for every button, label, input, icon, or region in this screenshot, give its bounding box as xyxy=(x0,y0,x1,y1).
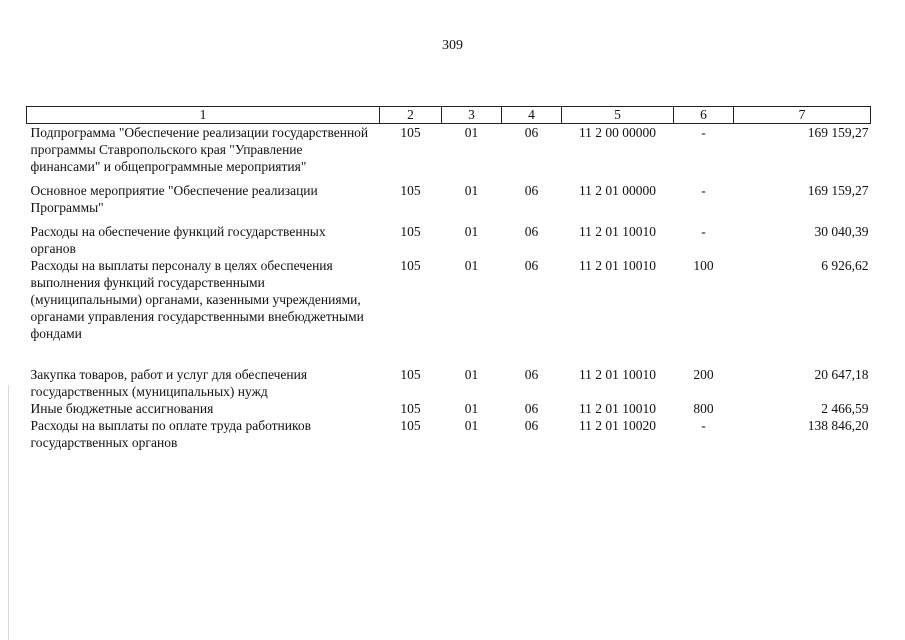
header-col-6: 6 xyxy=(674,107,734,124)
row-col-6: - xyxy=(701,418,706,433)
row-col-3: 01 xyxy=(464,418,479,433)
row-col-2: 105 xyxy=(400,183,421,198)
row-name: Основное мероприятие "Обеспечение реализации Программы" xyxy=(30,183,318,215)
budget-table xyxy=(26,106,871,451)
table-row xyxy=(27,417,871,451)
row-col-6: - xyxy=(701,183,706,198)
row-col-2: 105 xyxy=(400,401,421,416)
row-amount: 20 647,18 xyxy=(814,367,869,382)
header-row xyxy=(27,107,871,124)
row-amount: 2 466,59 xyxy=(821,401,869,416)
row-amount: 138 846,20 xyxy=(807,418,869,433)
row-name: Закупка товаров, работ и услуг для обеспечения государственных (муниципальных) нужд xyxy=(30,367,308,399)
row-name: Расходы на выплаты по оплате труда работников государственных органов xyxy=(30,418,311,450)
row-amount: 169 159,27 xyxy=(807,125,869,140)
table-row xyxy=(27,366,871,400)
header-col-4: 4 xyxy=(502,107,562,124)
row-amount: 6 926,62 xyxy=(821,258,869,273)
table-row xyxy=(27,124,871,183)
header-col-3: 3 xyxy=(442,107,502,124)
header-col-5: 5 xyxy=(562,107,674,124)
row-col-5: 11 2 01 10010 xyxy=(578,401,657,416)
row-col-6: 200 xyxy=(693,367,714,382)
row-name: Иные бюджетные ассигнования xyxy=(30,401,214,416)
row-amount: 30 040,39 xyxy=(814,224,869,239)
row-col-6: 100 xyxy=(693,258,714,273)
row-col-3: 01 xyxy=(464,367,479,382)
row-col-3: 01 xyxy=(464,224,479,239)
row-name: Расходы на обеспечение функций государственных органов xyxy=(30,224,326,256)
table-body xyxy=(27,124,871,452)
table-row xyxy=(27,257,871,366)
row-col-5: 11 2 01 10010 xyxy=(578,258,657,273)
row-col-2: 105 xyxy=(400,367,421,382)
row-col-6: - xyxy=(701,125,706,140)
header-col-7: 7 xyxy=(734,107,871,124)
row-col-4: 06 xyxy=(524,258,539,273)
row-col-4: 06 xyxy=(524,125,539,140)
row-col-5: 11 2 01 10020 xyxy=(578,418,657,433)
row-col-3: 01 xyxy=(464,401,479,416)
header-col-2: 2 xyxy=(380,107,442,124)
row-col-5: 11 2 00 00000 xyxy=(578,125,657,140)
row-col-3: 01 xyxy=(464,183,479,198)
row-col-6: 800 xyxy=(693,401,714,416)
row-name: Расходы на выплаты персоналу в целях обеспечения выполнения функций государственными (муниципальными) органами, казенными учреждениями, органами управления государственными внебюджетными фондами xyxy=(30,258,364,341)
row-col-4: 06 xyxy=(524,224,539,239)
row-col-2: 105 xyxy=(400,224,421,239)
row-col-4: 06 xyxy=(524,401,539,416)
row-col-2: 105 xyxy=(400,125,421,140)
row-col-2: 105 xyxy=(400,418,421,433)
row-col-5: 11 2 01 10010 xyxy=(578,367,657,382)
page-number: 309 xyxy=(442,38,463,53)
table-row xyxy=(27,182,871,223)
table-row xyxy=(27,400,871,417)
header-col-1: 1 xyxy=(27,107,380,124)
row-name: Подпрограмма "Обеспечение реализации государственной программы Ставропольского края "Управление финансами" и общепрограммные мероприятия" xyxy=(30,125,369,174)
table-row xyxy=(27,223,871,257)
row-col-6: - xyxy=(701,224,706,239)
row-col-4: 06 xyxy=(524,367,539,382)
row-col-5: 11 2 01 00000 xyxy=(578,183,657,198)
row-col-2: 105 xyxy=(400,258,421,273)
row-amount: 169 159,27 xyxy=(807,183,869,198)
scan-edge-line xyxy=(8,385,9,640)
table-header xyxy=(27,107,871,124)
row-col-3: 01 xyxy=(464,125,479,140)
row-col-5: 11 2 01 10010 xyxy=(578,224,657,239)
row-col-4: 06 xyxy=(524,418,539,433)
row-col-4: 06 xyxy=(524,183,539,198)
row-col-3: 01 xyxy=(464,258,479,273)
